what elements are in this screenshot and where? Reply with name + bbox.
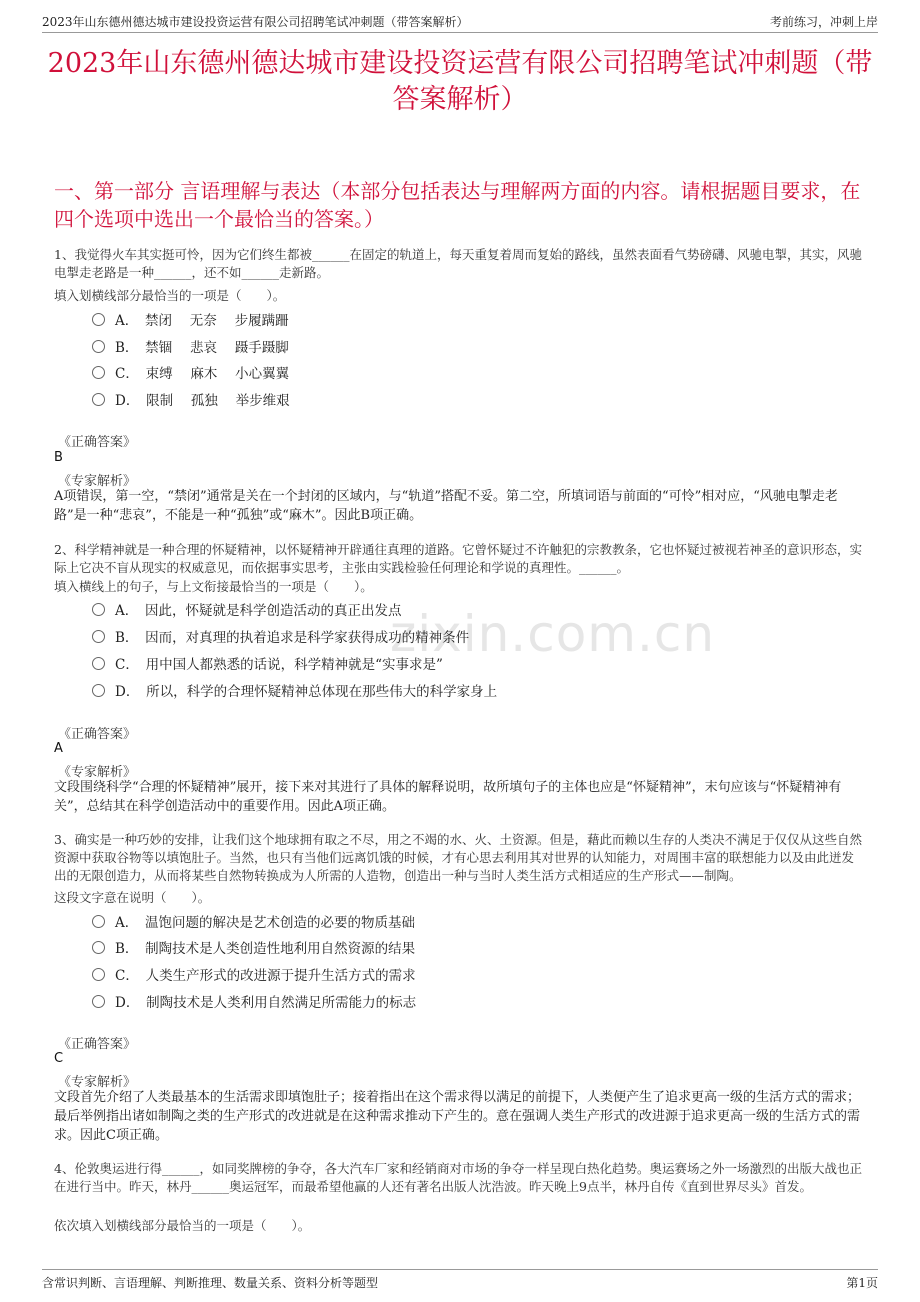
question-3-prompt: 这段文字意在说明（ ）。 xyxy=(54,890,211,905)
question-1-analysis: A项错误，第一空，“禁闭”通常是关在一个封闭的区域内，与“轨道”搭配不妥。第二空，所填词语与前面的“可怜”相对应，“风驰电掣走老路”是一种“悲哀”，不能是一种“孤独”或“麻木”。因此B项正确。 xyxy=(54,489,838,523)
question-4-stem: 4、伦敦奥运进行得______，如同奖牌榜的争夺，各大汽车厂家和经销商对市场的争夺一样呈现白热化趋势。奥运赛场之外一场激烈的出版大战也正在进行当中。昨天，林丹______奥运冠军，而最希望他赢的人还有著名出版人沈浩波。昨天晚上9点半，林丹自传《直到世界尽头》首发。 xyxy=(54,1161,862,1194)
page-title: 2023年山东德州德达城市建设投资运营有限公司招聘笔试冲刺题（带答案解析） xyxy=(47,48,873,115)
answer-label: 《正确答案》 xyxy=(58,435,137,450)
header-title: 2023年山东德州德达城市建设投资运营有限公司招聘笔试冲刺题（带答案解析） xyxy=(42,15,469,29)
question-1-answer: B xyxy=(54,450,63,465)
question-2-option-c[interactable]: C． 用中国人都熟悉的话说，科学精神就是“实事求是” xyxy=(92,653,443,673)
radio-icon[interactable] xyxy=(92,340,105,353)
question-1-prompt: 填入划横线部分最恰当的一项是（ ）。 xyxy=(54,288,286,303)
question-4-prompt: 依次填入划横线部分最恰当的一项是（ ）。 xyxy=(54,1218,311,1233)
radio-icon[interactable] xyxy=(92,995,105,1008)
page-number: 第1页 xyxy=(846,1276,878,1290)
radio-icon[interactable] xyxy=(92,366,105,379)
question-1-option-d[interactable]: D． 限制 孤独 举步维艰 xyxy=(92,389,290,409)
question-1-stem: 1、我觉得火车其实挺可怜，因为它们终生都被______在固定的轨道上，每天重复着周而复始的路线，虽然表面看气势磅礴、风驰电掣，其实，风驰电掣走老路是一种______，还不如______走新路。 xyxy=(54,247,862,280)
question-3-option-a[interactable]: A． 温饱问题的解决是艺术创造的必要的物质基础 xyxy=(92,911,415,931)
question-3-analysis: 文段首先介绍了人类最基本的生活需求即填饱肚子；接着指出在这个需求得以满足的前提下，人类便产生了追求更高一级的生活方式的需求；最后举例指出诸如制陶之类的生产形式的改进就是在这种需求推动下产生的。意在强调人类生产形式的改进源于追求更高一级的生活方式的需求。因此C项正确。 xyxy=(54,1090,861,1143)
analysis-label: 《专家解析》 xyxy=(58,765,137,780)
radio-icon[interactable] xyxy=(92,657,105,670)
radio-icon[interactable] xyxy=(92,684,105,697)
watermark: zixin.com.cn xyxy=(390,605,716,663)
question-2-analysis: 文段围绕科学“合理的怀疑精神”展开，接下来对其进行了具体的解释说明，故所填句子的主体也应是“怀疑精神”，末句应该与“怀疑精神有关”，总结其在科学创造活动中的重要作用。因此A项正确。 xyxy=(54,780,842,814)
radio-icon[interactable] xyxy=(92,630,105,643)
radio-icon[interactable] xyxy=(92,968,105,981)
answer-label: 《正确答案》 xyxy=(58,727,137,742)
question-3-stem: 3、确实是一种巧妙的安排，让我们这个地球拥有取之不尽，用之不竭的水、火、土资源。但是，藉此而赖以生存的人类决不满足于仅仅从这些自然资源中获取谷物等以填饱肚子。当然，也只有当他们远离饥饿的时候，才有心思去利用其对世界的认知能力，对周围丰富的联想能力以及由此迸发出的无限创造力，从而将某些自然物转换成为人所需的人造物，创造出一种与当时人类生活方式相适应的生产形式——制陶。 xyxy=(54,832,862,883)
question-3-answer: C xyxy=(54,1051,64,1066)
radio-icon[interactable] xyxy=(92,313,105,326)
question-2-stem: 2、科学精神就是一种合理的怀疑精神，以怀疑精神开辟通往真理的道路。它曾怀疑过不许触犯的宗教教条，它也怀疑过被视若神圣的意识形态，实际上它决不盲从现实的权威意见，而依据事实思考，主张由实践检验任何理论和学说的真理性。______。 xyxy=(54,542,862,575)
radio-icon[interactable] xyxy=(92,393,105,406)
radio-icon[interactable] xyxy=(92,915,105,928)
question-1-option-c[interactable]: C． 束缚 麻木 小心翼翼 xyxy=(92,362,289,382)
question-1-option-b[interactable]: B． 禁锢 悲哀 蹑手蹑脚 xyxy=(92,336,289,356)
footer-topics: 含常识判断、言语理解、判断推理、数量关系、资料分析等题型 xyxy=(42,1276,379,1290)
question-2-option-d[interactable]: D． 所以，科学的合理怀疑精神总体现在那些伟大的科学家身上 xyxy=(92,680,497,700)
question-3-option-b[interactable]: B． 制陶技术是人类创造性地利用自然资源的结果 xyxy=(92,937,415,957)
question-2-prompt: 填入横线上的句子，与上文衔接最恰当的一项是（ ）。 xyxy=(54,579,373,594)
radio-icon[interactable] xyxy=(92,603,105,616)
section-heading: 一、第一部分 言语理解与表达（本部分包括表达与理解两方面的内容。请根据题目要求，在四个选项中选出一个最恰当的答案。） xyxy=(54,179,861,231)
question-1-option-a[interactable]: A． 禁闭 无奈 步履蹒跚 xyxy=(92,309,289,329)
question-2-answer: A xyxy=(54,741,63,756)
header-slogan: 考前练习，冲刺上岸 xyxy=(769,15,878,29)
question-3-option-d[interactable]: D． 制陶技术是人类利用自然满足所需能力的标志 xyxy=(92,991,416,1011)
analysis-label: 《专家解析》 xyxy=(58,1075,137,1090)
answer-label: 《正确答案》 xyxy=(58,1037,137,1052)
page-footer xyxy=(42,1269,878,1292)
page-header xyxy=(42,10,878,33)
radio-icon[interactable] xyxy=(92,941,105,954)
analysis-label: 《专家解析》 xyxy=(58,474,137,489)
question-3-option-c[interactable]: C． 人类生产形式的改进源于提升生活方式的需求 xyxy=(92,964,416,984)
question-2-option-b[interactable]: B． 因而，对真理的执着追求是科学家获得成功的精神条件 xyxy=(92,626,469,646)
question-2-option-a[interactable]: A． 因此，怀疑就是科学创造活动的真正出发点 xyxy=(92,599,402,619)
